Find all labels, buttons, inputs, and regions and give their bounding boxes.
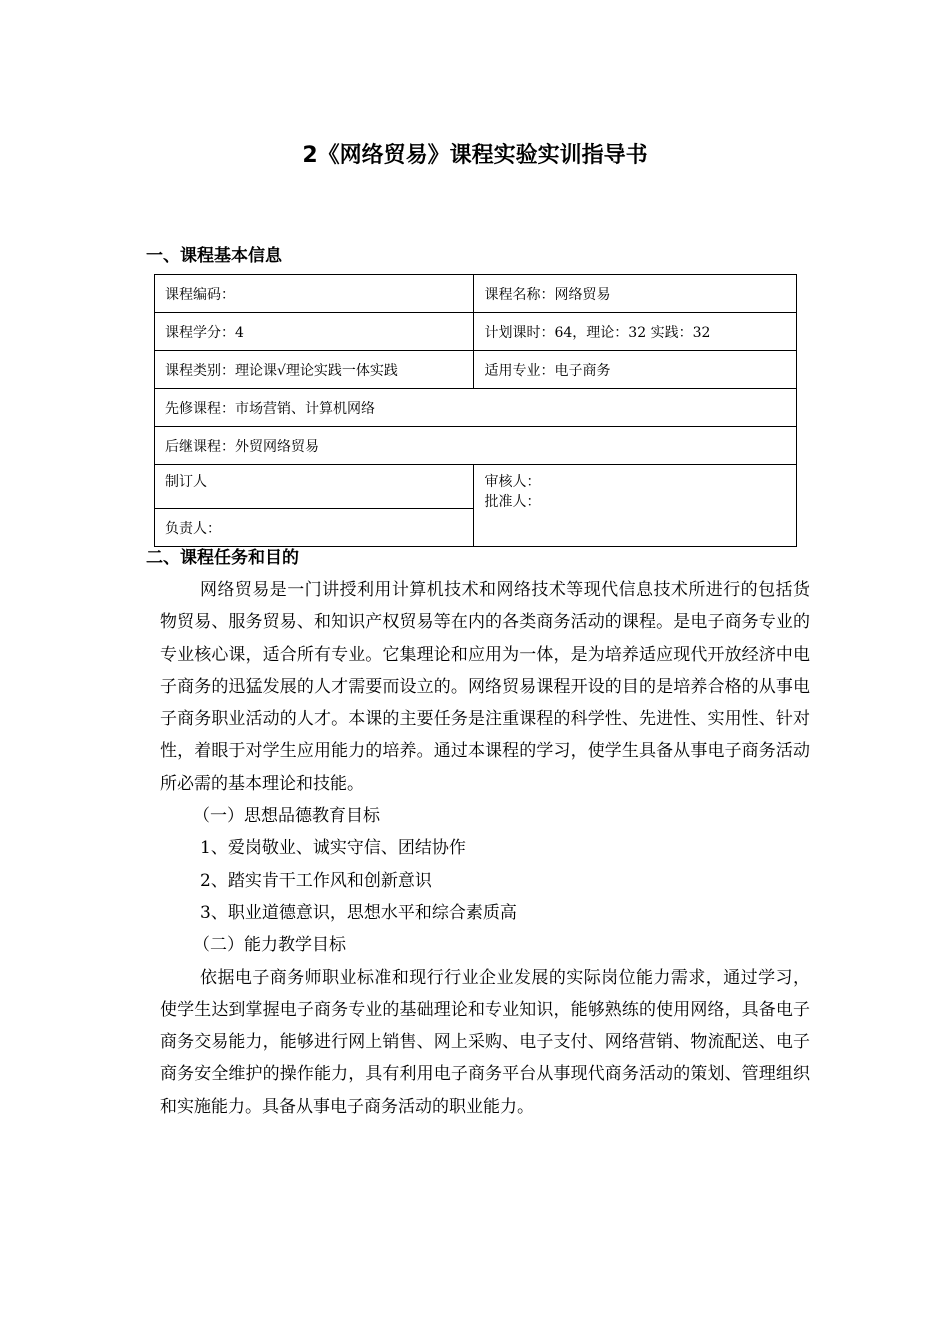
hours-cell: 计划课时：64，理论：32 实践：32 [474,313,797,351]
content-body [160,574,810,1123]
table-row [155,275,797,313]
ability-paragraph: 依据电子商务师职业标准和现行行业企业发展的实际岗位能力需求，通过学习，使学生达到掌握电子商务专业的基础理论和专业知识，能够熟练的使用网络，具备电子商务交易能力，能够进行网上销售、网上采购、电子支付、网络营销、物流配送、电子商务安全维护的操作能力，具有利用电子商务平台从事现代商务活动的策划、管理组织和实施能力。具备从事电子商务活动的职业能力。 [160,967,810,1117]
list-item: 1、爱岗敬业、诚实守信、团结协作 [200,838,466,859]
course-code-cell: 课程编码： [155,275,474,313]
maker-cell: 制订人 [155,465,474,509]
responsible-cell: 负责人： [155,509,474,547]
section-heading-tasks: 二、课程任务和目的 [146,548,299,568]
category-cell: 课程类别：理论课√理论实践一体实践 [155,351,474,389]
major-cell: 适用专业：电子商务 [474,351,797,389]
table-row [155,427,797,465]
intro-paragraph: 网络贸易是一门讲授利用计算机技术和网络技术等现代信息技术所进行的包括货物贸易、服务贸易、和知识产权贸易等在内的各类商务活动的课程。是电子商务专业的专业核心课，适合所有专业。它集理论和应用为一体，是为培养适应现代开放经济中电子商务的迅猛发展的人才需要而设立的。网络贸易课程开设的目的是培养合格的从事电子商务职业活动的人才。本课的主要任务是注重课程的科学性、先进性、实用性、针对性，着眼于对学生应用能力的培养。通过本课程的学习，使学生具备从事电子商务活动所必需的基本理论和技能。 [160,580,810,794]
subheading-moral-goals: （一）思想品德教育目标 [193,806,380,827]
review-approve-cell [474,465,797,547]
prerequisite-cell: 先修课程：市场营销、计算机网络 [155,389,797,427]
section-heading-basic-info: 一、课程基本信息 [146,246,282,266]
reviewer-label: 审核人： [484,474,541,490]
table-row [155,313,797,351]
document-title: 2《网络贸易》课程实验实训指导书 [302,143,648,168]
table-row [155,465,797,509]
table-row [155,351,797,389]
approver-label: 批准人： [484,494,541,510]
subheading-ability-goals: （二）能力教学目标 [193,935,346,956]
course-name-cell: 课程名称：网络贸易 [474,275,797,313]
credits-cell: 课程学分：4 [155,313,474,351]
list-item: 3、职业道德意识，思想水平和综合素质高 [200,902,517,923]
table-row [155,389,797,427]
course-info-table [154,274,797,547]
followup-cell: 后继课程：外贸网络贸易 [155,427,797,465]
list-item: 2、踏实肯干工作风和创新意识 [200,870,432,891]
